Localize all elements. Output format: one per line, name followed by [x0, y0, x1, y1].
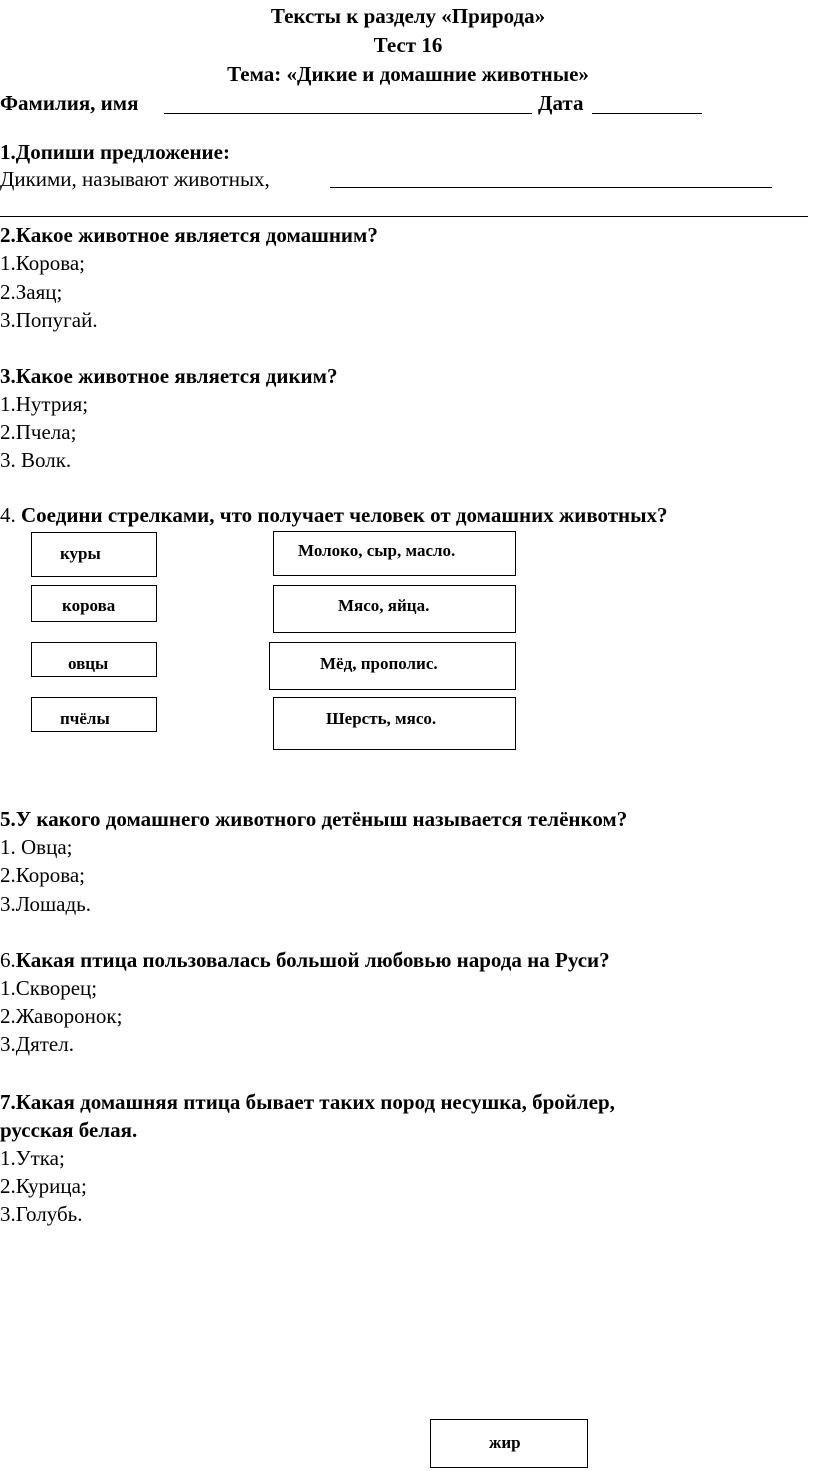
test-number: Тест 16 — [373, 33, 443, 57]
q6-heading — [0, 950, 610, 971]
q4-number: 4. — [0, 503, 16, 527]
match-left-label-2: корова — [62, 596, 116, 615]
match-left-label-3: овцы — [68, 654, 109, 673]
q6-option-2: 2.Жаворонок; — [0, 1004, 123, 1028]
match-right-label-1: Молоко, сыр, масло. — [298, 541, 456, 560]
q2-title: 2.Какое животное является домашним? — [0, 223, 378, 247]
q7-option-1: 1.Утка; — [0, 1146, 65, 1170]
name-blank[interactable] — [164, 93, 532, 114]
q6-title: Какая птица пользовалась большой любовью народа на Руси? — [15, 948, 610, 972]
header-title: Тексты к разделу «Природа» — [270, 4, 546, 28]
q1-title: 1.Допиши предложение: — [0, 140, 230, 164]
q6-option-3: 3.Дятел. — [0, 1032, 74, 1056]
match-extra-label: жир — [489, 1433, 521, 1452]
q1-text: Дикими, называют животных, — [0, 167, 270, 191]
q5-option-3: 3.Лошадь. — [0, 892, 91, 916]
q5-option-1: 1. Овца; — [0, 835, 73, 859]
match-left-label-4: пчёлы — [60, 709, 110, 728]
q7-option-3: 3.Голубь. — [0, 1202, 83, 1226]
match-left-label-1: куры — [60, 544, 101, 563]
q5-option-2: 2.Корова; — [0, 863, 86, 887]
q3-option-2: 2.Пчела; — [0, 420, 77, 444]
q1-blank-1[interactable] — [330, 168, 772, 188]
date-label: Дата — [538, 91, 584, 115]
q4-heading — [0, 505, 668, 526]
q5-title: 5.У какого домашнего животного детёныш называется телёнком? — [0, 807, 628, 831]
q2-option-1: 1.Корова; — [0, 251, 86, 275]
q2-option-3: 3.Попугай. — [0, 308, 98, 332]
name-label: Фамилия, имя — [0, 91, 139, 115]
q7-title-line-2: русская белая. — [0, 1118, 138, 1142]
match-right-label-4: Шерсть, мясо. — [326, 709, 437, 728]
match-right-label-3: Мёд, прополис. — [320, 654, 438, 673]
q1-blank-2[interactable] — [0, 196, 808, 217]
q3-title: 3.Какое животное является диким? — [0, 364, 338, 388]
q7-title-line-1: 7.Какая домашняя птица бывает таких пород несушка, бройлер, — [0, 1090, 615, 1114]
topic-line: Тема: «Дикие и домашние животные» — [227, 62, 589, 86]
q3-option-1: 1.Нутрия; — [0, 392, 89, 416]
q3-option-3: 3. Волк. — [0, 448, 72, 472]
date-blank[interactable] — [592, 93, 702, 114]
match-right-label-2: Мясо, яйца. — [338, 596, 430, 615]
q4-title: Соедини стрелками, что получает человек от домашних животных? — [21, 503, 668, 527]
q6-option-1: 1.Скворец; — [0, 976, 98, 1000]
q6-number: 6. — [0, 948, 16, 972]
q7-option-2: 2.Курица; — [0, 1174, 87, 1198]
q2-option-2: 2.Заяц; — [0, 280, 63, 304]
